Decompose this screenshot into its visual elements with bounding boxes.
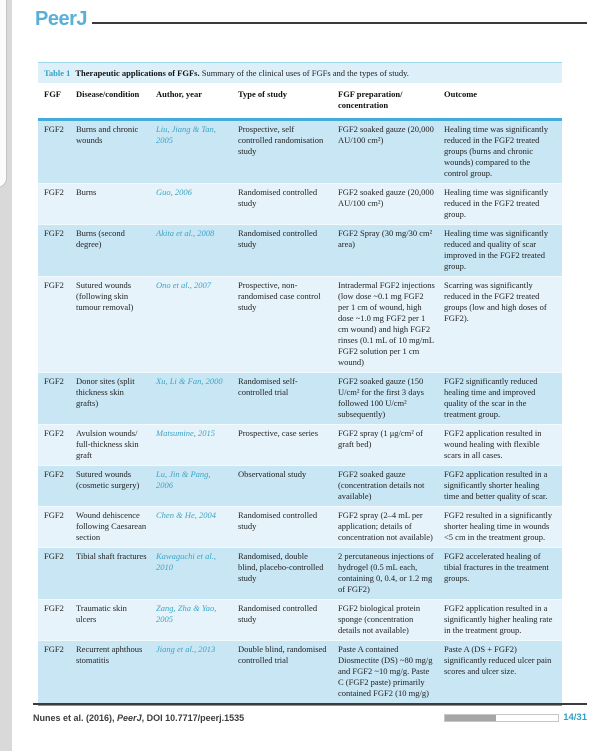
cell-preparation: FGF2 soaked gauze (150 U/cm² for the first 3 days followed 100 U/cm² subsequently) — [338, 373, 444, 425]
table-caption-label: Table 1 — [44, 68, 71, 78]
cell-outcome: Paste A (DS + FGF2) significantly reduced ulcer pain scores and ulcer size. — [444, 641, 562, 705]
cell-fgf: FGF2 — [38, 466, 76, 507]
cell-disease: Burns (second degree) — [76, 225, 156, 277]
progress-bar[interactable] — [444, 714, 559, 722]
cell-disease: Avulsion wounds/ full-thickness skin graft — [76, 425, 156, 466]
col-header-author: Author, year — [156, 83, 238, 120]
cell-author[interactable]: Xu, Li & Fan, 2000 — [156, 373, 238, 425]
cell-fgf: FGF2 — [38, 641, 76, 705]
col-header-fgf: FGF — [38, 83, 76, 120]
cell-fgf: FGF2 — [38, 225, 76, 277]
cell-study-type: Prospective, non-randomised case control study — [238, 277, 338, 373]
table-row — [38, 641, 562, 705]
cell-disease: Recurrent aphthous stomatitis — [76, 641, 156, 705]
peerj-logo[interactable]: PeerJ — [35, 8, 87, 30]
table-row — [38, 184, 562, 225]
cell-disease: Sutured wounds (cosmetic surgery) — [76, 466, 156, 507]
cell-preparation: FGF2 Spray (30 mg/30 cm² area) — [338, 225, 444, 277]
cell-outcome: FGF2 application resulted in a significantly shorter healing time and better quality of scar. — [444, 466, 562, 507]
table-caption-title: Therapeutic applications of FGFs. — [75, 68, 200, 78]
paper-page — [12, 0, 600, 751]
cell-fgf: FGF2 — [38, 425, 76, 466]
cell-author[interactable]: Matsumine, 2015 — [156, 425, 238, 466]
citation — [33, 713, 244, 723]
page-footer — [33, 703, 587, 723]
table-row — [38, 548, 562, 600]
table-row — [38, 507, 562, 548]
cell-author[interactable]: Ono et al., 2007 — [156, 277, 238, 373]
therapeutic-applications-table — [38, 83, 562, 706]
cell-preparation: Paste A contained Diosmectite (DS) ~80 mg/g and FGF2 ~10 mg/g. Paste C (FGF2 paste) primarily contained FGF2 (10 mg/g) — [338, 641, 444, 705]
table-row — [38, 373, 562, 425]
cell-disease: Traumatic skin ulcers — [76, 600, 156, 641]
cell-preparation: FGF2 spray (2–4 mL per application; details of concentration not available) — [338, 507, 444, 548]
cell-fgf: FGF2 — [38, 120, 76, 184]
cell-preparation: FGF2 soaked gauze (20,000 AU/100 cm²) — [338, 120, 444, 184]
table-body — [38, 120, 562, 705]
cell-author[interactable]: Guo, 2006 — [156, 184, 238, 225]
left-gutter — [0, 0, 12, 751]
cell-study-type: Randomised controlled study — [238, 600, 338, 641]
cell-study-type: Double blind, randomised controlled trial — [238, 641, 338, 705]
header-rule — [92, 22, 587, 24]
cell-study-type: Observational study — [238, 466, 338, 507]
cell-fgf: FGF2 — [38, 507, 76, 548]
progress-fill — [445, 715, 496, 721]
cell-outcome: FGF2 resulted in a significantly shorter healing time in wounds <5 cm in the treatment group. — [444, 507, 562, 548]
cell-fgf: FGF2 — [38, 277, 76, 373]
cell-preparation: 2 percutaneous injections of hydrogel (0.5 mL each, containing 0, 0.4, or 1.2 mg of FGF2) — [338, 548, 444, 600]
cell-study-type: Randomised controlled study — [238, 184, 338, 225]
cell-disease: Donor sites (split thickness skin grafts) — [76, 373, 156, 425]
cell-author[interactable]: Liu, Jiang & Tan, 2005 — [156, 120, 238, 184]
cell-fgf: FGF2 — [38, 548, 76, 600]
cell-preparation: FGF2 spray (1 μg/cm² of graft bed) — [338, 425, 444, 466]
cell-disease: Burns and chronic wounds — [76, 120, 156, 184]
cell-disease: Burns — [76, 184, 156, 225]
cell-outcome: Healing time was significantly reduced in the FGF2 treated groups (burns and chronic wounds) compared to the control group. — [444, 120, 562, 184]
cell-outcome: Healing time was significantly reduced in the FGF2 treated group. — [444, 184, 562, 225]
table-row — [38, 277, 562, 373]
cell-study-type: Prospective, self controlled randomisation study — [238, 120, 338, 184]
cell-study-type: Randomised controlled study — [238, 507, 338, 548]
col-header-study-type: Type of study — [238, 83, 338, 120]
table-caption — [38, 62, 562, 83]
reading-progress — [444, 712, 587, 723]
cell-study-type: Randomised, double blind, placebo-controlled study — [238, 548, 338, 600]
table-row — [38, 600, 562, 641]
cell-disease: Tibial shaft fractures — [76, 548, 156, 600]
footer-rule — [33, 703, 587, 705]
cell-fgf: FGF2 — [38, 373, 76, 425]
cell-disease: Wound dehiscence following Caesarean section — [76, 507, 156, 548]
col-header-preparation: FGF preparation/ concentration — [338, 83, 444, 120]
cell-outcome: Scarring was significantly reduced in the FGF2 treated groups (low and high doses of FGF2). — [444, 277, 562, 373]
cell-author[interactable]: Kawaguchi et al., 2010 — [156, 548, 238, 600]
citation-prefix: Nunes et al. (2016), — [33, 712, 118, 723]
cell-preparation: Intradermal FGF2 injections (low dose ~0.1 mg FGF2 per 1 cm of wound, high dose ~1.0 mg FGF2 per 1 cm wound) and high FGF2 rinses (0.1 mL of 10 mg/mL FGF2 solution per 1 cm wound) — [338, 277, 444, 373]
cell-outcome: Healing time was significantly reduced and quality of scar improved in the FGF2 treated group. — [444, 225, 562, 277]
cell-author[interactable]: Chen & He, 2004 — [156, 507, 238, 548]
cell-study-type: Randomised self-controlled trial — [238, 373, 338, 425]
col-header-outcome: Outcome — [444, 83, 562, 120]
cell-outcome: FGF2 application resulted in a significantly higher healing rate in the treatment group. — [444, 600, 562, 641]
cell-study-type: Randomised controlled study — [238, 225, 338, 277]
cell-author[interactable]: Zang, Zha & Yao, 2005 — [156, 600, 238, 641]
cell-disease: Sutured wounds (following skin tumour removal) — [76, 277, 156, 373]
cell-fgf: FGF2 — [38, 184, 76, 225]
cell-outcome: FGF2 accelerated healing of tibial fractures in the treatment groups. — [444, 548, 562, 600]
table-row — [38, 225, 562, 277]
table-row — [38, 120, 562, 184]
table-row — [38, 425, 562, 466]
citation-journal: PeerJ — [117, 712, 142, 723]
cell-study-type: Prospective, case series — [238, 425, 338, 466]
cell-preparation: FGF2 soaked gauze (concentration details not available) — [338, 466, 444, 507]
cell-preparation: FGF2 biological protein sponge (concentration details not available) — [338, 600, 444, 641]
col-header-disease: Disease/condition — [76, 83, 156, 120]
table-1 — [38, 62, 562, 706]
citation-suffix: , DOI 10.7717/peerj.1535 — [141, 712, 245, 723]
table-header — [38, 83, 562, 120]
cell-preparation: FGF2 soaked gauze (20,000 AU/100 cm²) — [338, 184, 444, 225]
cell-author[interactable]: Lu, Jin & Pang, 2006 — [156, 466, 238, 507]
table-row — [38, 466, 562, 507]
page-header — [35, 8, 587, 31]
adjacent-card-edge — [0, 0, 7, 188]
cell-fgf: FGF2 — [38, 600, 76, 641]
cell-author[interactable]: Akita et al., 2008 — [156, 225, 238, 277]
page-indicator: 14/31 — [563, 712, 587, 723]
cell-outcome: FGF2 application resulted in wound healing with flexible scars in all cases. — [444, 425, 562, 466]
cell-author[interactable]: Jiang et al., 2013 — [156, 641, 238, 705]
table-caption-subtitle: Summary of the clinical uses of FGFs and the types of study. — [201, 68, 409, 78]
cell-outcome: FGF2 significantly reduced healing time and improved quality of the scar in the treatment group. — [444, 373, 562, 425]
